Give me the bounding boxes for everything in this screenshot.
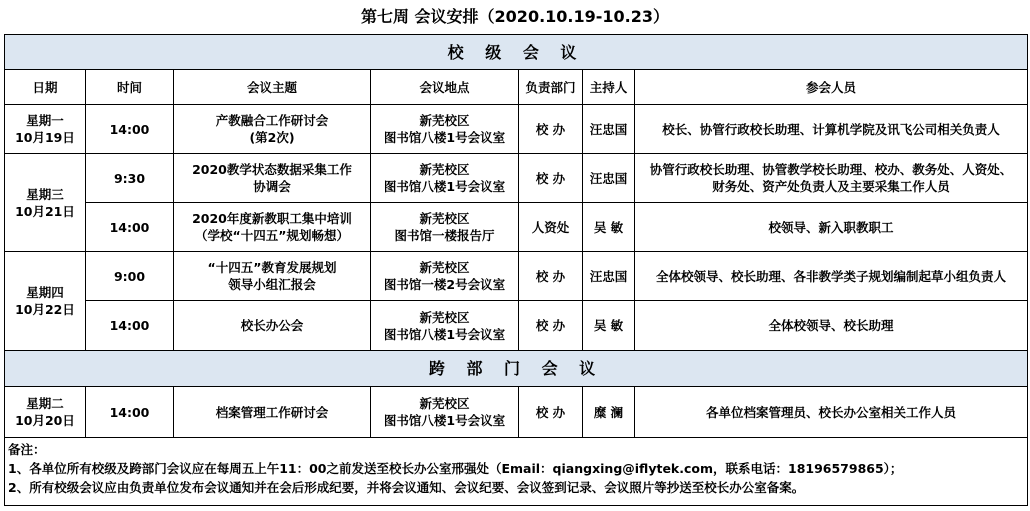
location-cell: 新芜校区 图书馆八楼1号会议室 xyxy=(371,154,519,203)
table-row xyxy=(5,301,1028,351)
attendees-cell: 校领导、新入职教职工 xyxy=(635,203,1028,252)
topic-cell: 校长办公会 xyxy=(174,301,371,351)
table-row xyxy=(5,105,1028,154)
notes-line-1: 1、各单位所有校级及跨部门会议应在每周五上午11：00之前发送至校长办公室邢强处（Email：qiangxing@iflytek.com，联系电话：18196579865）； xyxy=(8,461,903,476)
host-cell: 汪忠国 xyxy=(583,252,635,301)
topic-cell: 2020年度新教职工集中培训 （学校“十四五”规划畅想） xyxy=(174,203,371,252)
attendees-cell: 协管行政校长助理、协管教学校长助理、校办、教务处、人资处、 财务处、资产处负责人及主要采集工作人员 xyxy=(635,154,1028,203)
notes-cell xyxy=(5,438,1028,506)
table-row xyxy=(5,203,1028,252)
topic-cell: 2020教学状态数据采集工作 协调会 xyxy=(174,154,371,203)
notes-label: 备注： xyxy=(8,442,46,457)
host-cell: 汪忠国 xyxy=(583,105,635,154)
dept-cell: 校 办 xyxy=(519,105,583,154)
location-cell: 新芜校区 图书馆八楼1号会议室 xyxy=(371,105,519,154)
location-cell: 新芜校区 图书馆一楼报告厅 xyxy=(371,203,519,252)
date: 10月20日 xyxy=(15,413,75,428)
header-row xyxy=(5,70,1028,105)
host-cell: 汪忠国 xyxy=(583,154,635,203)
date: 10月19日 xyxy=(15,130,75,145)
section-title-cross: 跨 部 门 会 议 xyxy=(5,351,1028,387)
host-cell: 吴 敏 xyxy=(583,301,635,351)
header-location: 会议地点 xyxy=(371,70,519,105)
attendees-cell: 各单位档案管理员、校长办公室相关工作人员 xyxy=(635,387,1028,438)
header-attendees: 参会人员 xyxy=(635,70,1028,105)
attendees-cell: 全体校领导、校长助理 xyxy=(635,301,1028,351)
weekday: 星期二 xyxy=(26,396,64,411)
location-cell: 新芜校区 图书馆八楼1号会议室 xyxy=(371,387,519,438)
table-row xyxy=(5,387,1028,438)
topic-cell: 产教融合工作研讨会 (第2次) xyxy=(174,105,371,154)
dept-cell: 人资处 xyxy=(519,203,583,252)
date-cell xyxy=(5,387,86,438)
dept-cell: 校 办 xyxy=(519,301,583,351)
weekday: 星期一 xyxy=(26,113,64,128)
section-title-school: 校 级 会 议 xyxy=(5,35,1028,70)
weekday: 星期三 xyxy=(26,186,64,202)
date-cell xyxy=(5,105,86,154)
topic-cell: 档案管理工作研讨会 xyxy=(174,387,371,438)
dept-cell: 校 办 xyxy=(519,387,583,438)
notes-row xyxy=(5,438,1028,506)
page-title: 第七周 会议安排（2020.10.19-10.23） xyxy=(360,7,670,26)
header-dept: 负责部门 xyxy=(519,70,583,105)
attendees-cell: 校长、协管行政校长助理、计算机学院及讯飞公司相关负责人 xyxy=(635,105,1028,154)
table-row xyxy=(5,154,1028,203)
header-host: 主持人 xyxy=(583,70,635,105)
date-cell xyxy=(5,154,86,252)
section-cross-department xyxy=(5,351,1028,387)
host-cell: 糜 澜 xyxy=(583,387,635,438)
date: 10月21日 xyxy=(15,203,75,219)
time-cell: 14:00 xyxy=(86,203,174,252)
date: 10月22日 xyxy=(15,302,75,317)
time-cell: 14:00 xyxy=(86,301,174,351)
schedule-table xyxy=(4,34,1028,506)
date-cell xyxy=(5,252,86,351)
table-row xyxy=(5,252,1028,301)
header-time: 时间 xyxy=(86,70,174,105)
dept-cell: 校 办 xyxy=(519,252,583,301)
section-school-level xyxy=(5,35,1028,70)
topic-cell: “十四五”教育发展规划 领导小组汇报会 xyxy=(174,252,371,301)
location-cell: 新芜校区 图书馆一楼2号会议室 xyxy=(371,252,519,301)
location-cell: 新芜校区 图书馆八楼1号会议室 xyxy=(371,301,519,351)
attendees-cell: 全体校领导、校长助理、各非教学类子规划编制起草小组负责人 xyxy=(635,252,1028,301)
weekday: 星期四 xyxy=(26,285,64,300)
header-date: 日期 xyxy=(5,70,86,105)
time-cell: 14:00 xyxy=(86,387,174,438)
time-cell: 14:00 xyxy=(86,105,174,154)
header-topic: 会议主题 xyxy=(174,70,371,105)
host-cell: 吴 敏 xyxy=(583,203,635,252)
time-cell: 9:00 xyxy=(86,252,174,301)
notes-line-2: 2、所有校级会议应由负责单位发布会议通知并在会后形成纪要，并将会议通知、会议纪要、会议签到记录、会议照片等抄送至校长办公室备案。 xyxy=(8,480,805,495)
dept-cell: 校 办 xyxy=(519,154,583,203)
time-cell: 9:30 xyxy=(86,154,174,203)
